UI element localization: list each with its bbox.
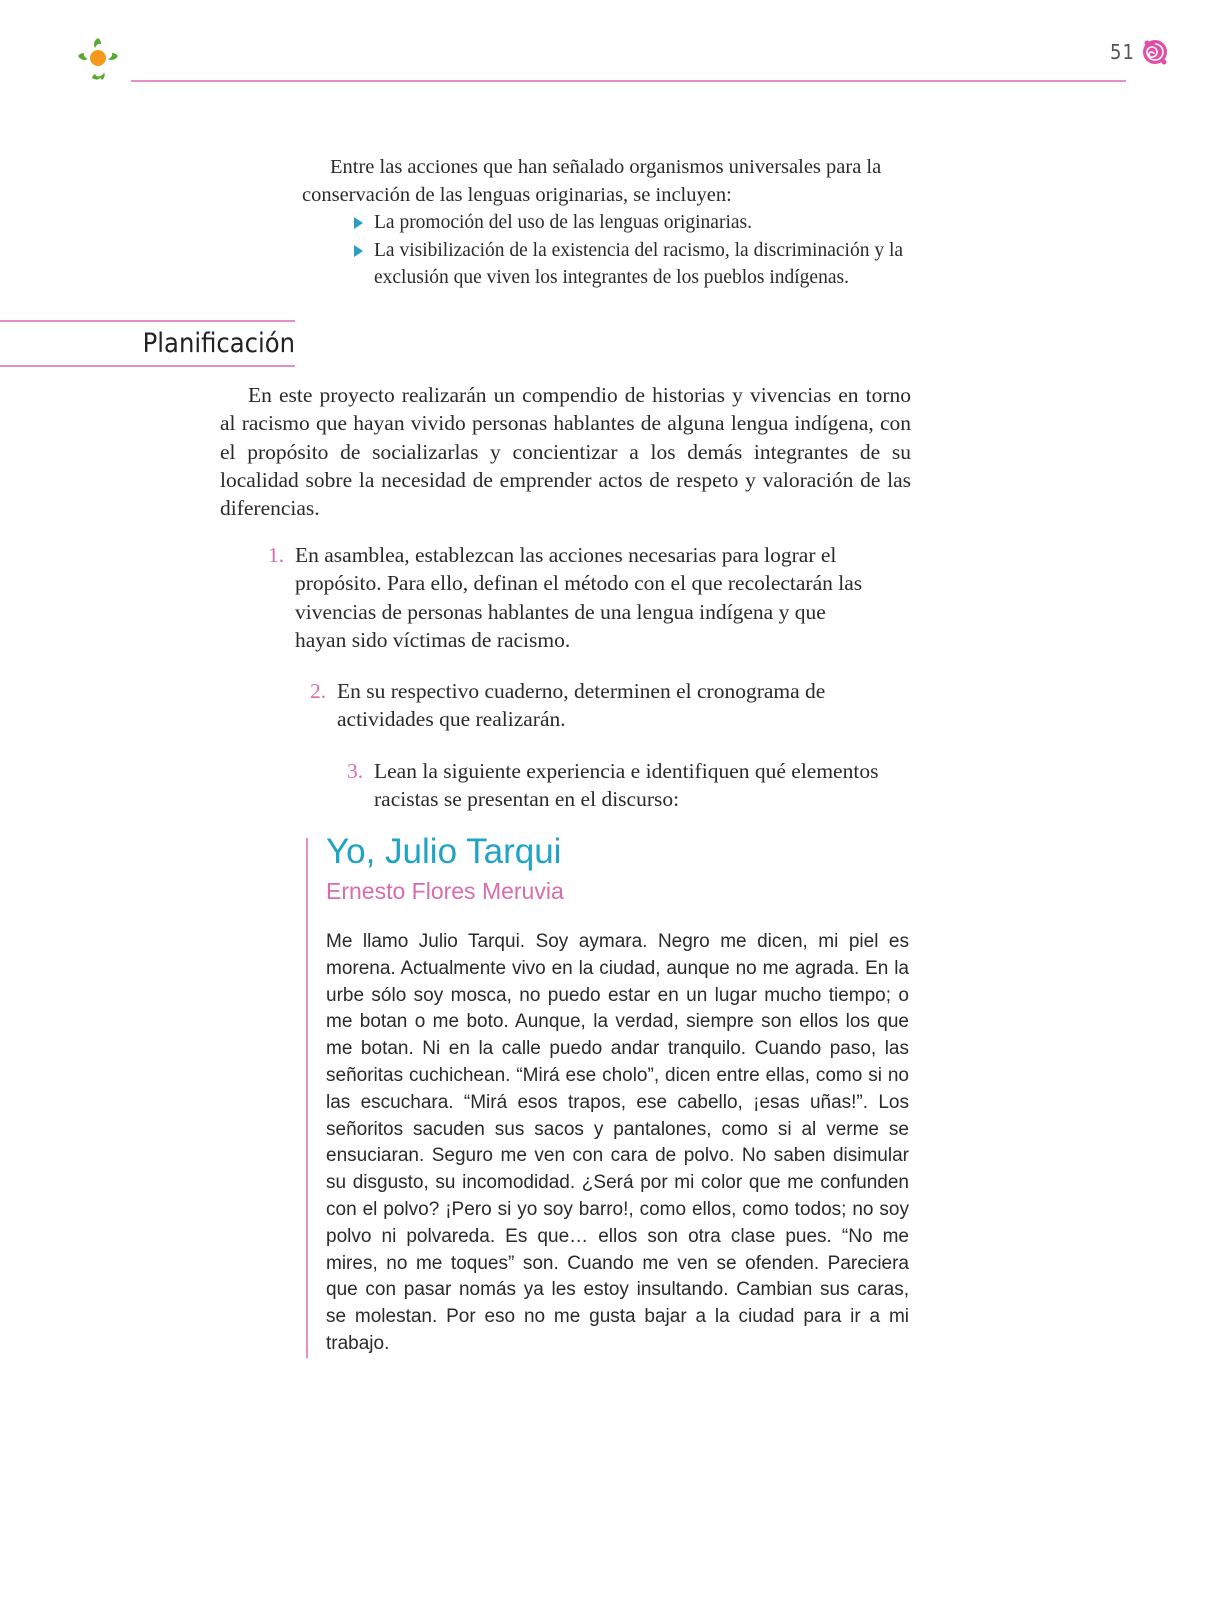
section-rule-bottom — [0, 365, 295, 367]
step-1 — [268, 541, 868, 654]
step-text: En asamblea, establezcan las acciones necesarias para lograr el propósito. Para ello, definan el método con el que recolectarán las vivencias de personas hablantes de una lengua indígena y que hayan sido víctimas de racismo. — [295, 543, 863, 652]
step-number: 2. — [310, 679, 327, 703]
step-text: Lean la siguiente experiencia e identifiquen qué elementos racistas se presentan en el discurso: — [374, 759, 879, 812]
step-2 — [310, 677, 850, 734]
list-item — [354, 209, 942, 237]
intro-bullet-list — [302, 209, 942, 292]
triangle-bullet-icon — [354, 217, 363, 229]
intro-paragraph: Entre las acciones que han señalado organismos universales para la conservación de las lenguas originarias, se incluyen: — [302, 156, 882, 206]
page-number: 51 — [1110, 40, 1135, 64]
reading-title: Yo, Julio Tarqui — [326, 832, 562, 871]
step-number: 1. — [268, 543, 285, 567]
header-divider — [131, 80, 1126, 82]
triangle-bullet-icon — [354, 245, 363, 257]
spiral-ornament-icon — [1141, 38, 1169, 66]
step-3 — [347, 757, 927, 814]
intro-block — [302, 154, 942, 292]
step-number: 3. — [347, 759, 364, 783]
planning-paragraph: En este proyecto realizarán un compendio de historias y vivencias en torno al racismo que hayan vivido personas hablantes de alguna lengua indígena, con el propósito de socializarlas y concientizar a los demás integrantes de su localidad sobre la necesidad de emprender actos de respeto y valoración de las diferencias. — [220, 383, 911, 521]
bullet-text: La promoción del uso de las lenguas originarias. — [374, 212, 752, 233]
bullet-text: La visibilización de la existencia del racismo, la discriminación y la exclusión que viven los integrantes de los pueblos indígenas. — [374, 239, 904, 288]
list-item — [354, 237, 942, 292]
section-rule-top — [0, 320, 295, 322]
reading-side-bar — [306, 838, 308, 1358]
reading-body: Me llamo Julio Tarqui. Soy aymara. Negro me dicen, mi piel es morena. Actualmente vivo en la ciudad, aunque no me agrada. En la urbe sólo soy mosca, no puedo estar en un lugar mucho tiempo; o me botan o me boto. Aunque, la verdad, siempre son ellos los que me botan. Ni en la calle puedo andar tranquilo. Cuando paso, las señoritas cuchichean. “Mirá ese cholo”, dicen entre ellas, como si no las escuchara. “Mirá esos trapos, ese cabello, ¡esas uñas!”. Los señoritos sacuden sus sacos y pantalones, como si al verme se ensuciaran. Seguro me ven con cara de polvo. No saben disimular su disgusto, su incomodidad. ¿Será por mi color que me confunden con el polvo? ¡Pero si yo soy barro!, como ellos, como todos; no soy polvo ni polvareda. Es que… ellos son otra clase pues. “No me mires, no me toques” son. Cuando me ven se ofenden. Pareciera que con pasar nomás ya les estoy insultando. Cambian sus caras, se molestan. Por eso no me gusta bajar a la ciudad para ir a mi trabajo. — [326, 931, 909, 1354]
flower-logo-icon — [72, 34, 124, 86]
section-heading: Planificación — [142, 328, 295, 359]
step-text: En su respectivo cuaderno, determinen el cronograma de actividades que realizarán. — [337, 679, 826, 732]
reading-author: Ernesto Flores Meruvia — [326, 878, 564, 904]
